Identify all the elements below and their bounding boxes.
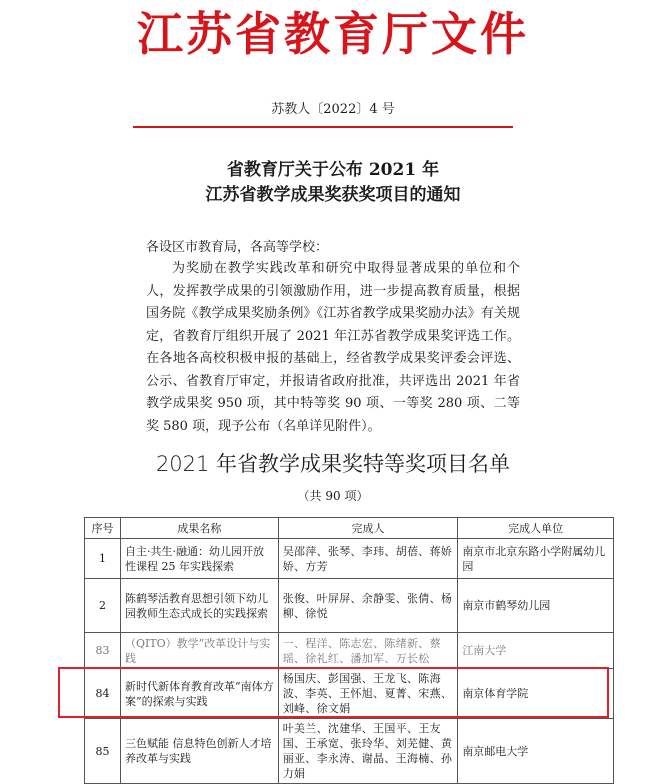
project-name: 新时代新体育教育改革“南体方案”的探索与实践: [120, 669, 278, 719]
project-people: 一、程洋、陈志宏、陈绪新、蔡瑶、徐礼红、潘加军、万长松: [278, 633, 458, 669]
table-row: [85, 539, 614, 579]
document-header-title: 江苏省教育厅文件: [137, 7, 529, 61]
row-number: 85: [85, 719, 121, 784]
project-people: 吴邵萍、张琴、李玮、胡蓓、蒋娇娇、方芳: [278, 539, 458, 579]
project-name: 三色赋能 信息特色创新人才培养改革与实践: [120, 719, 278, 784]
project-people: 杨国庆、彭国强、王龙飞、陈海波、李英、王怀旭、夏菁、宋燕、刘峰、徐文娟: [278, 669, 458, 719]
row-number: 2: [85, 579, 121, 633]
column-header: 完成人单位: [458, 518, 614, 539]
award-table: [84, 517, 614, 784]
project-unit: 南京市鹤琴幼儿园: [458, 579, 614, 633]
column-header: 完成人: [278, 518, 458, 539]
notice-title: [0, 158, 666, 208]
table-row: [85, 579, 614, 633]
table-row: [85, 633, 614, 669]
row-number: 1: [85, 539, 121, 579]
column-header: 序号: [85, 518, 121, 539]
project-unit: 江南大学: [458, 633, 614, 669]
project-name: （QITO）教学”改革设计与实践: [120, 633, 278, 669]
table-row: [85, 719, 614, 784]
project-people: 叶美兰、沈建华、王国平、王友国、王承宽、张玲华、刘芜健、黄丽亚、李永涛、谢晶、王海楠、孙力娟: [278, 719, 458, 784]
project-name: 自主·共生·融通：幼儿园开放性课程 25 年实践探索: [120, 539, 278, 579]
project-unit: 南京体育学院: [458, 669, 614, 719]
project-unit: 南京邮电大学: [458, 719, 614, 784]
table-count: （共 90 项）: [297, 489, 369, 503]
row-number: 84: [85, 669, 121, 719]
row-number: 83: [85, 633, 121, 669]
table-row-highlighted: [85, 669, 614, 719]
notice-title-line1: 省教育厅关于公布 2021 年: [226, 160, 440, 180]
document-number: 苏教人〔2022〕4 号: [271, 102, 395, 117]
red-divider: [133, 126, 513, 128]
project-unit: 南京市北京东路小学附属幼儿园: [458, 539, 614, 579]
notice-body: 为奖励在教学实践改革和研究中取得显著成果的单位和个人，发挥教学成果的引领激励作用，进一步提高教育质量，根据国务院《教学成果奖励条例》《江苏省教学成果奖励办法》有关规定，省教育厅组织开展了 2021 年江苏省教学成果奖评选工作。在各地各高校积极申报的基础上，经省教学成果奖评委会评选、公示、省教育厅审定，并报请省政府批准，共评选出 2021 年省教学成果奖 950 项，其中特等奖 90 项、一等奖 280 项、二等奖 580 项，现予公布（名单详见附件）。: [146, 261, 520, 434]
table-heading: 2021 年省教学成果奖特等奖项目名单: [155, 452, 511, 476]
greeting: 各设区市教育局，各高等学校：: [146, 240, 329, 255]
table-header-row: [85, 518, 614, 539]
project-name: 陈鹤琴活教育思想引领下幼儿园教师生态式成长的实践探索: [120, 579, 278, 633]
column-header: 成果名称: [120, 518, 278, 539]
notice-title-line2: 江苏省教学成果奖获奖项目的通知: [205, 185, 461, 205]
project-people: 张俊、叶屏屏、余静雯、张倩、杨柳、徐悦: [278, 579, 458, 633]
